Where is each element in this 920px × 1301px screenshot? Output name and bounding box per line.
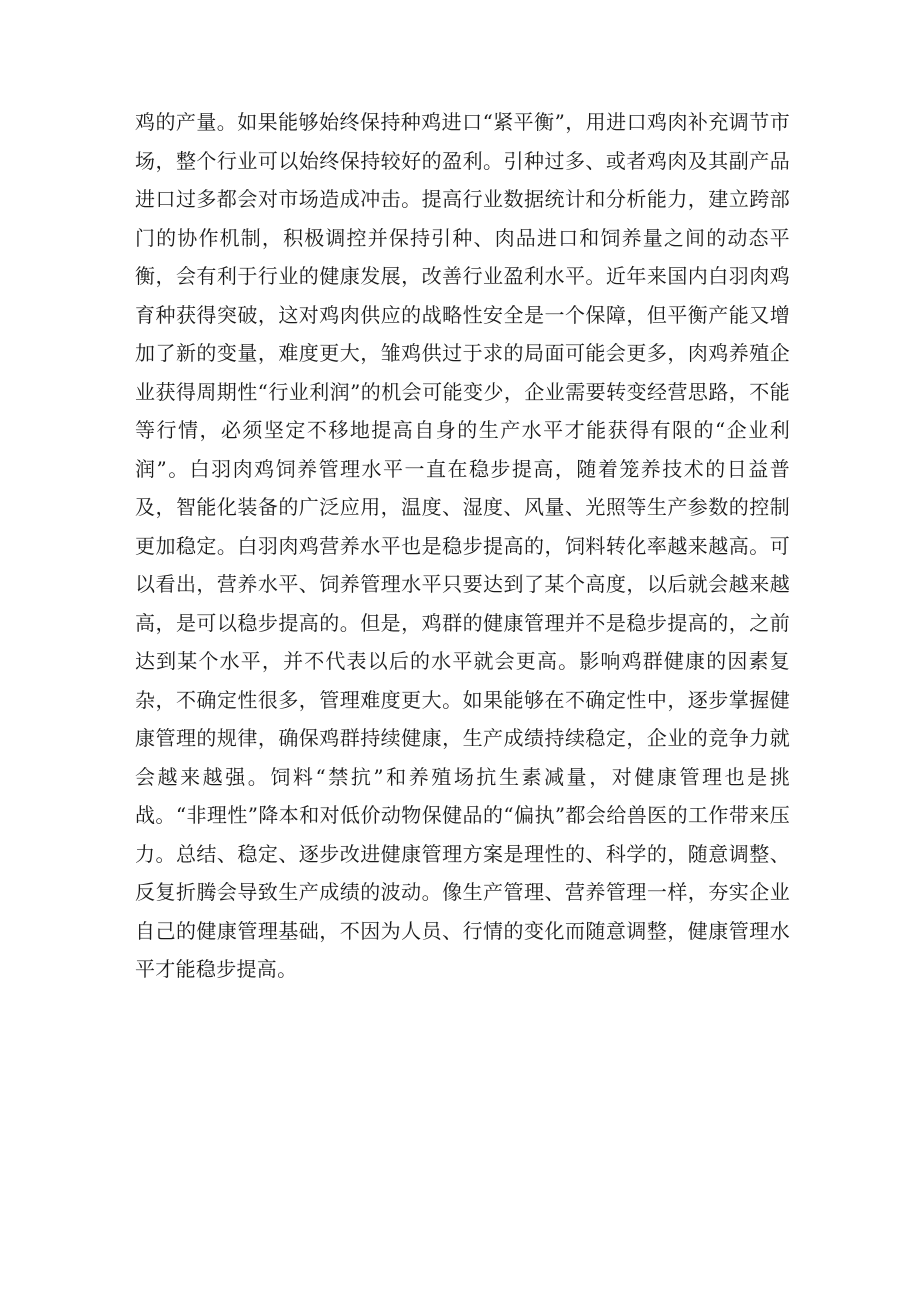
body-paragraph: 鸡的产量。如果能够始终保持种鸡进口“紧平衡”，用进口鸡肉补充调节市场，整个行业可以始终保持较好的盈利。引种过多、或者鸡肉及其副产品进口过多都会对市场造成冲击。提高行业数据统计和分析能力，建立跨部门的协作机制，积极调控并保持引种、肉品进口和饲养量之间的动态平衡，会有利于行业的健康发展，改善行业盈利水平。近年来国内白羽肉鸡育种获得突破，这对鸡肉供应的战略性安全是一个保障，但平衡产能又增加了新的变量，难度更大，雏鸡供过于求的局面可能会更多，肉鸡养殖企业获得周期性“行业利润”的机会可能变少，企业需要转变经营思路，不能等行情，必须坚定不移地提高自身的生产水平才能获得有限的“企业利润”。白羽肉鸡饲养管理水平一直在稳步提高，随着笼养技术的日益普及，智能化装备的广泛应用，温度、湿度、风量、光照等生产参数的控制更加稳定。白羽肉鸡营养水平也是稳步提高的，饲料转化率越来越高。可以看出，营养水平、饲养管理水平只要达到了某个高度，以后就会越来越高，是可以稳步提高的。但是，鸡群的健康管理并不是稳步提高的，之前达到某个水平，并不代表以后的水平就会更高。影响鸡群健康的因素复杂，不确定性很多，管理难度更大。如果能够在不确定性中，逐步掌握健康管理的规律，确保鸡群持续健康，生产成绩持续稳定，企业的竞争力就会越来越强。饲料“禁抗”和养殖场抗生素减量，对健康管理也是挑战。“非理性”降本和对低价动物保健品的“偏执”都会给兽医的工作带来压力。总结、稳定、逐步改进健康管理方案是理性的、科学的，随意调整、反复折腾会导致生产成绩的波动。像生产管理、营养管理一样，夯实企业自己的健康管理基础，不因为人员、行情的变化而随意调整，健康管理水平才能稳步提高。 (135, 110, 790, 981)
